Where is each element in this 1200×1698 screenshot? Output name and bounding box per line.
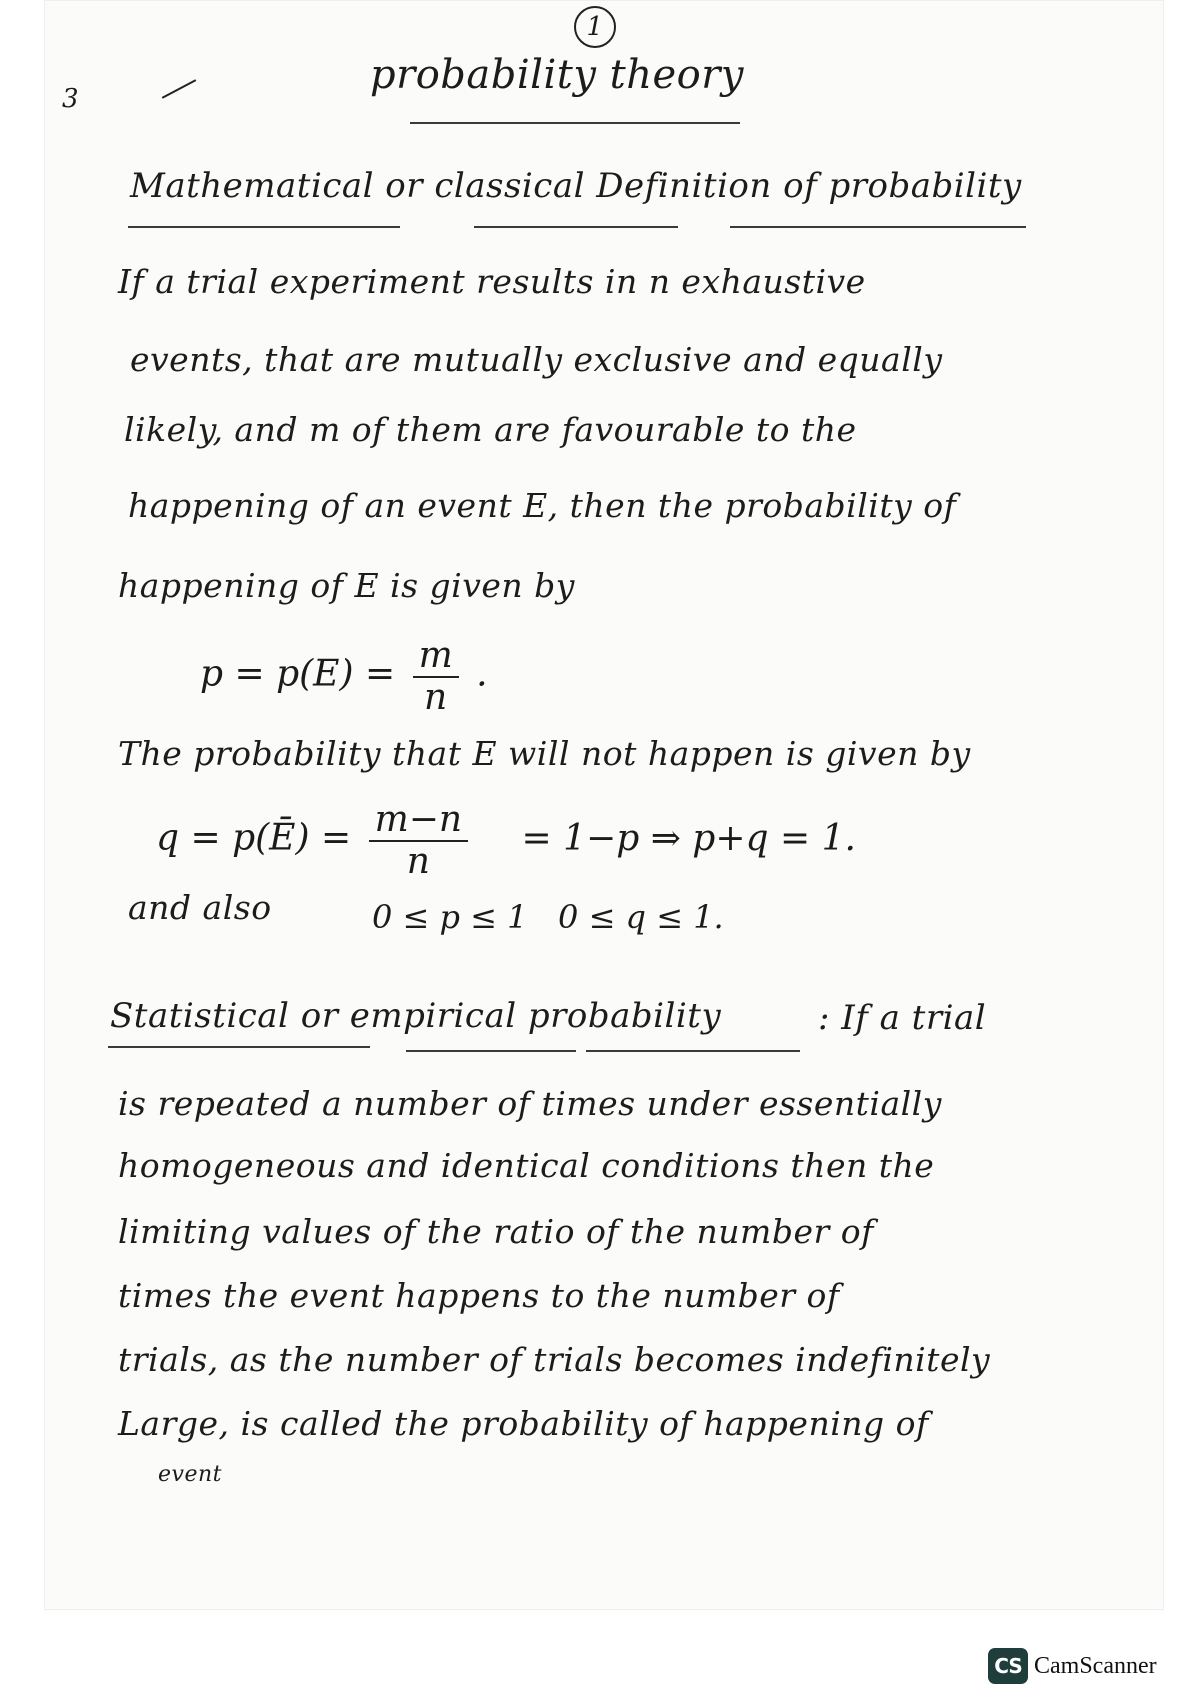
classical-heading-underline-2 [474, 226, 678, 228]
statistical-line-6: Large, is called the probability of happening of [118, 1404, 929, 1443]
complement-fraction-denominator: n [406, 840, 430, 882]
classical-heading: Mathematical or classical Definition of probability [130, 166, 1022, 206]
probability-fraction-denominator: n [424, 676, 448, 718]
statistical-line-5: trials, as the number of trials becomes indefinitely [118, 1340, 991, 1379]
complement-fraction-numerator: m−n [369, 800, 469, 842]
statistical-heading-underline-1 [108, 1046, 370, 1048]
statistical-line-1: is repeated a number of times under essentially [118, 1084, 942, 1123]
classical-line-3: likely, and m of them are favourable to the [124, 410, 857, 449]
not-happen-line: The probability that E will not happen is given by [118, 734, 971, 773]
statistical-heading-underline-2 [406, 1050, 576, 1052]
complement-formula-tail: = 1−p ⇒ p+q = 1. [521, 817, 856, 859]
classical-line-4: happening of an event E, then the probability of [128, 486, 957, 525]
page-title: probability theory [370, 52, 744, 98]
classical-line-2: events, that are mutually exclusive and equally [130, 340, 943, 379]
complement-fraction [369, 800, 469, 881]
classical-heading-underline-3 [730, 226, 1026, 228]
title-underline [410, 122, 740, 124]
probability-fraction [413, 636, 459, 717]
bounds-label: and also [128, 888, 272, 927]
classical-line-1: If a trial experiment results in n exhaustive [118, 262, 866, 301]
statistical-heading: Statistical or empirical probability [110, 996, 722, 1036]
probability-formula-lhs: p = p(E) = [200, 653, 396, 695]
statistical-line-4: times the event happens to the number of [118, 1276, 840, 1315]
probability-formula-tail: . [476, 653, 488, 695]
camscanner-watermark [988, 1646, 1157, 1686]
classical-heading-underline-1 [128, 226, 400, 228]
camscanner-logo-icon: CS [988, 1648, 1028, 1684]
statistical-line-2: homogeneous and identical conditions then the [118, 1146, 935, 1185]
probability-formula [200, 636, 488, 717]
classical-line-5: happening of E is given by [118, 566, 575, 605]
statistical-line-3: limiting values of the ratio of the number of [118, 1212, 874, 1251]
bounds-formula: 0 ≤ p ≤ 1 0 ≤ q ≤ 1. [372, 898, 724, 936]
complement-formula-lhs: q = p(Ē) = [156, 817, 352, 859]
margin-mark: 3 [62, 84, 80, 114]
statistical-heading-underline-3 [586, 1050, 800, 1052]
complement-formula [156, 800, 856, 881]
camscanner-text: CamScanner [1034, 1652, 1157, 1679]
probability-fraction-numerator: m [413, 636, 459, 678]
page-number: 1 [574, 6, 616, 48]
statistical-line-7: event [158, 1462, 222, 1487]
statistical-heading-tail: : If a trial [818, 998, 987, 1038]
